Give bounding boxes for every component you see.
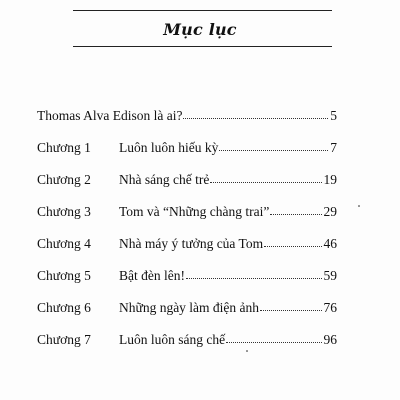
- toc-entry-chapter-5: [37, 268, 337, 300]
- toc-page-number: 7: [330, 140, 337, 155]
- toc-page-number: 96: [323, 332, 337, 347]
- toc-entry-chapter-7: [37, 332, 337, 364]
- toc-page-number: 5: [330, 108, 337, 123]
- toc-dot-leader: [264, 236, 321, 247]
- toc-chapter-label: Chương 4: [37, 236, 91, 251]
- toc-page-number: 29: [323, 204, 337, 219]
- toc-dot-leader: [219, 140, 328, 151]
- toc-page-number: 59: [323, 268, 337, 283]
- toc-dot-leader: [183, 108, 328, 119]
- toc-chapter-label: Chương 1: [37, 140, 91, 155]
- toc-chapter-label: Chương 5: [37, 268, 91, 283]
- toc-entry-title: Luôn luôn hiếu kỳ: [119, 140, 219, 155]
- toc-page-number: 76: [323, 300, 337, 315]
- toc-dot-leader: [226, 332, 321, 343]
- header-top-rule: [73, 10, 332, 11]
- toc-entry-title: Thomas Alva Edison là ai?: [37, 108, 183, 123]
- toc-page-number: 19: [323, 172, 337, 187]
- toc-chapter-label: Chương 7: [37, 332, 91, 347]
- toc-entry-chapter-6: [37, 300, 337, 332]
- toc-dot-leader: [270, 204, 321, 215]
- toc-dot-leader: [260, 300, 321, 311]
- toc-dot-leader: [186, 268, 322, 279]
- toc-entry-title: Tom và “Những chàng trai”: [119, 204, 270, 219]
- toc-entry-intro: [37, 108, 337, 140]
- toc-entry-chapter-4: [37, 236, 337, 268]
- toc-entry-title: Những ngày làm điện ảnh: [119, 300, 260, 315]
- toc-page-number: 46: [323, 236, 337, 251]
- toc-chapter-label: Chương 3: [37, 204, 91, 219]
- toc-entry-chapter-3: [37, 204, 337, 236]
- header-bottom-rule: [73, 46, 332, 47]
- toc-entry-chapter-1: [37, 140, 337, 172]
- toc-entry-title: Nhà máy ý tưởng của Tom: [119, 236, 264, 251]
- toc-chapter-label: Chương 6: [37, 300, 91, 315]
- paper-speck: [246, 350, 248, 352]
- paper-speck: [358, 205, 360, 207]
- toc-entry-title: Nhà sáng chế trẻ: [119, 172, 210, 187]
- toc-chapter-label: Chương 2: [37, 172, 91, 187]
- toc-dot-leader: [210, 172, 321, 183]
- table-of-contents: [37, 108, 337, 364]
- toc-entry-title: Bật đèn lên!: [119, 268, 185, 283]
- toc-entry-title: Luôn luôn sáng chế: [119, 332, 226, 347]
- page-title: Mục lục: [163, 20, 237, 39]
- toc-entry-chapter-2: [37, 172, 337, 204]
